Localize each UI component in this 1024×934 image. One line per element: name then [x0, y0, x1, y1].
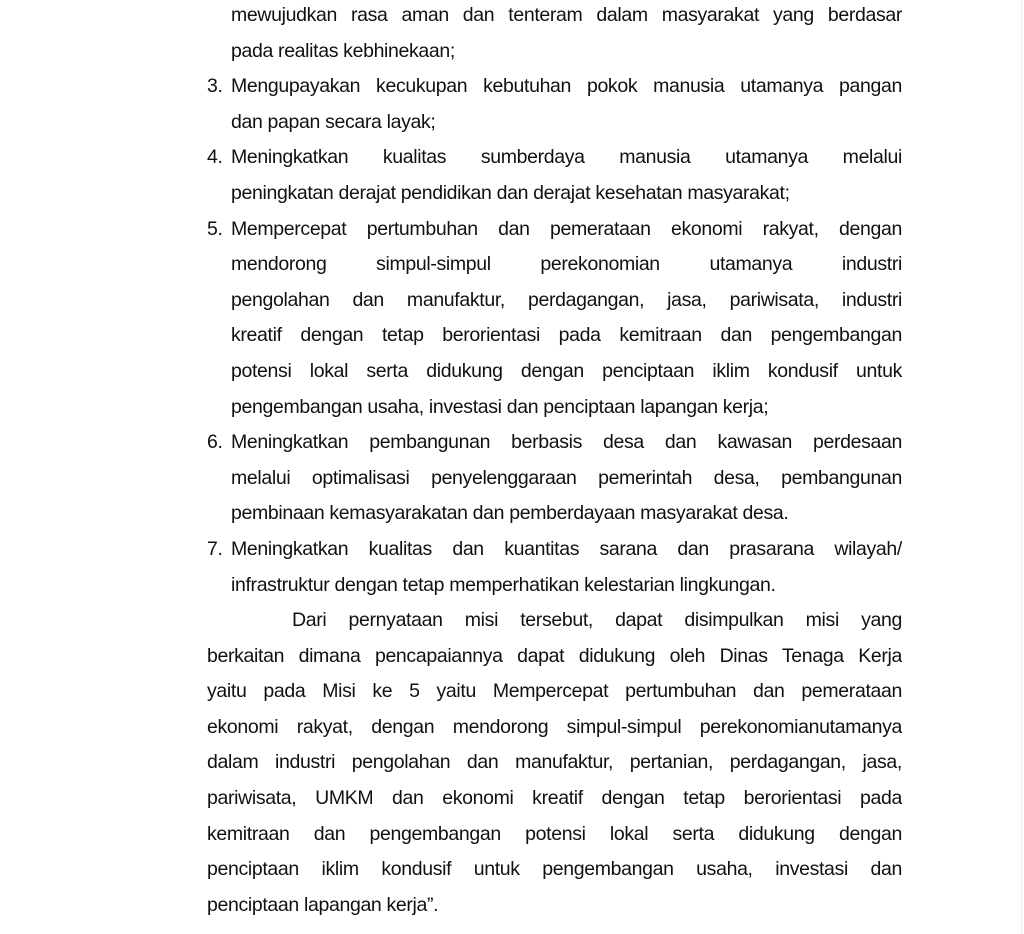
mission-item-4 [207, 140, 902, 211]
text-line [207, 69, 902, 105]
text-line: mewujudkan rasa aman dan tenteram dalam masyarakat yang berdasar [231, 4, 902, 26]
text-line: infrastruktur dengan tetap memperhatikan kelestarian lingkungan. [231, 573, 776, 596]
text-line: penciptaan iklim kondusif untuk pengembangan usaha, investasi dan [207, 858, 902, 881]
line-text: Mempercepat pertumbuhan dan pemerataan ekonomi rakyat, dengan [231, 217, 902, 240]
text-line: penciptaan lapangan kerja”. [207, 893, 439, 916]
text-line: mendorong simpul-simpul perekonomian utamanya industri [231, 253, 902, 276]
text-line: pada realitas kebhinekaan; [231, 39, 455, 62]
text-line: Dari pernyataan misi tersebut, dapat disimpulkan misi yang [292, 609, 902, 632]
mission-item-5 [207, 212, 902, 426]
line-text: Meningkatkan pembangunan berbasis desa dan kawasan perdesaan [231, 431, 902, 454]
list-number: 6. [207, 431, 223, 454]
text-line: potensi lokal serta didukung dengan penciptaan iklim kondusif untuk [231, 359, 902, 382]
text-line [207, 532, 902, 568]
text-line: pembinaan kemasyarakatan dan pemberdayaan masyarakat desa. [231, 502, 789, 525]
mission-item-7 [207, 532, 902, 603]
line-text: Meningkatkan kualitas sumberdaya manusia utamanya melalui [231, 146, 902, 169]
text-line [207, 425, 902, 461]
text-line: dan papan secara layak; [231, 110, 436, 133]
text-line: yaitu pada Misi ke 5 yaitu Mempercepat pertumbuhan dan pemerataan [207, 680, 902, 703]
text-line: kreatif dengan tetap berorientasi pada kemitraan dan pengembangan [231, 324, 902, 347]
mission-item-3 [207, 69, 902, 140]
text-line: melalui optimalisasi penyelenggaraan pemerintah desa, pembangunan [231, 466, 902, 489]
list-number: 3. [207, 75, 223, 98]
mission-item-6 [207, 425, 902, 532]
text-line: kemitraan dan pengembangan potensi lokal serta didukung dengan [207, 822, 902, 845]
text-line: pengembangan usaha, investasi dan penciptaan lapangan kerja; [231, 395, 769, 418]
mission-item-continued [207, 0, 902, 69]
line-text: Meningkatkan kualitas dan kuantitas sarana dan prasarana wilayah/ [231, 537, 902, 560]
page-edge [1021, 0, 1022, 934]
line-text: Mengupayakan kecukupan kebutuhan pokok manusia utamanya pangan [231, 75, 902, 98]
list-number: 7. [207, 537, 223, 560]
text-line: berkaitan dimana pencapaiannya dapat didukung oleh Dinas Tenaga Kerja [207, 644, 902, 667]
text-line: dalam industri pengolahan dan manufaktur, pertanian, perdagangan, jasa, [207, 751, 902, 774]
text-line: pengolahan dan manufaktur, perdagangan, jasa, pariwisata, industri [231, 288, 902, 311]
text-line: ekonomi rakyat, dengan mendorong simpul-simpul perekonomianutamanya [207, 715, 902, 738]
list-number: 5. [207, 217, 223, 240]
text-line: pariwisata, UMKM dan ekonomi kreatif dengan tetap berorientasi pada [207, 787, 902, 810]
text-line [207, 140, 902, 176]
document-page [207, 0, 902, 923]
conclusion-paragraph [207, 603, 902, 923]
list-number: 4. [207, 146, 223, 169]
text-line [207, 212, 902, 248]
text-line: peningkatan derajat pendidikan dan derajat kesehatan masyarakat; [231, 181, 790, 204]
